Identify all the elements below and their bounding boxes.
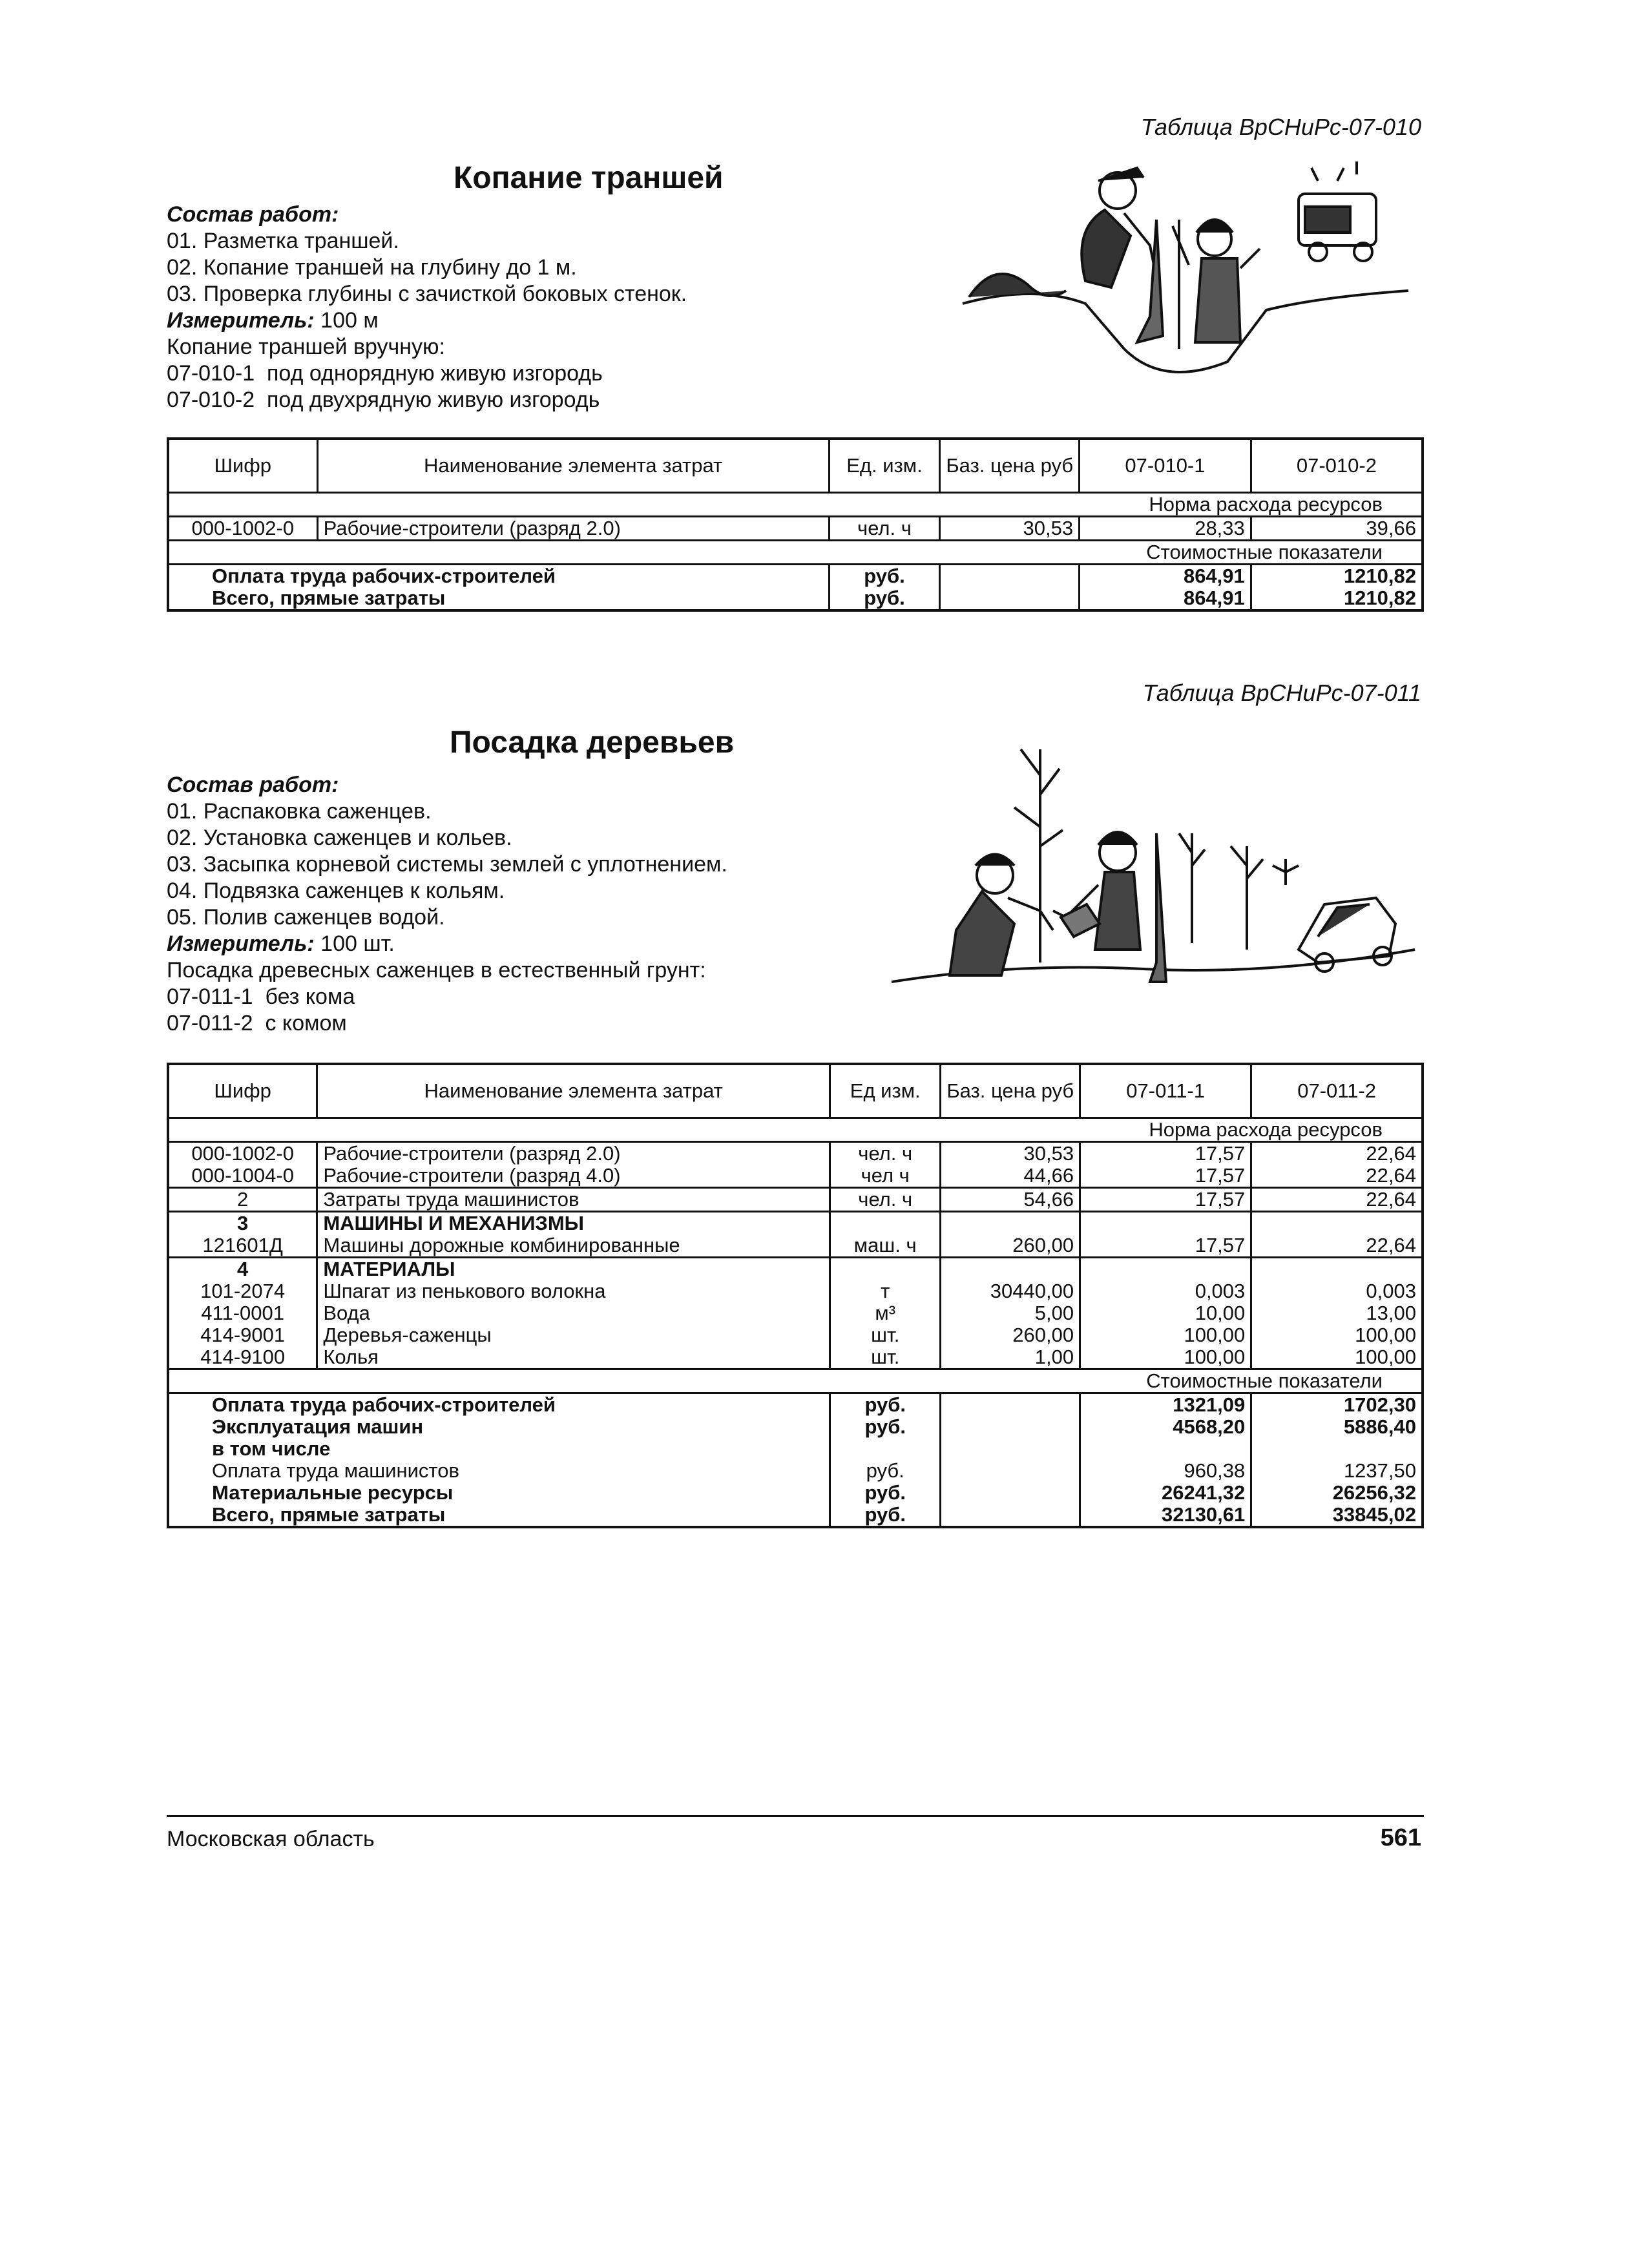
- row-unit: т: [830, 1280, 941, 1302]
- total-value-2: 1702,30: [1343, 1393, 1416, 1416]
- resource-table-2: [167, 1063, 1424, 1528]
- norm-subheader: Норма расхода ресурсов: [168, 493, 1423, 517]
- row-value-1: 100,00: [1080, 1346, 1251, 1369]
- row-value-2: 100,00: [1355, 1324, 1416, 1346]
- row-code: 414-9001: [168, 1324, 317, 1346]
- row-value-1: 100,00: [1080, 1324, 1251, 1346]
- step-item: 05. Полив саженцев водой.: [167, 905, 445, 930]
- measure-label: Измеритель:: [167, 931, 315, 956]
- row-name: Рабочие-строители (разряд 2.0): [317, 1142, 830, 1165]
- step-item: 02. Установка саженцев и кольев.: [167, 826, 512, 850]
- table-row: [168, 1165, 1423, 1188]
- step-item: 02. Копание траншей на глубину до 1 м.: [167, 255, 577, 280]
- row-name: Деревья-саженцы: [317, 1324, 830, 1346]
- variant-code: 07-011-2: [167, 1011, 253, 1035]
- total-value-1: 864,91: [1080, 565, 1251, 588]
- variant-code: 07-010-1: [167, 361, 255, 386]
- row-value-2: 22,64: [1251, 1188, 1423, 1212]
- total-row: [168, 1438, 1423, 1460]
- total-value-2: 5886,40: [1343, 1415, 1416, 1438]
- row-value-1: 17,57: [1080, 1165, 1251, 1188]
- total-value-2: 26256,32: [1332, 1481, 1416, 1504]
- header-price: Баз. цена руб: [941, 1064, 1080, 1118]
- row-value-2: 39,66: [1366, 517, 1416, 539]
- total-row: [168, 1482, 1423, 1504]
- total-value-2: 33845,02: [1332, 1503, 1416, 1526]
- table-row: [168, 1346, 1423, 1369]
- total-name: Оплата труда рабочих-строителей: [168, 1393, 830, 1417]
- row-name: Рабочие-строители (разряд 2.0): [317, 517, 829, 541]
- total-row: [168, 565, 1423, 588]
- variant-text: с комом: [265, 1011, 347, 1035]
- row-value-2: 22,64: [1251, 1165, 1423, 1188]
- row-value-1: 10,00: [1080, 1302, 1251, 1324]
- table-id-1: Таблица ВрСНиРс-07-010: [1140, 114, 1421, 140]
- total-value-2: 1210,82: [1343, 565, 1416, 587]
- row-value-1: 28,33: [1080, 517, 1251, 541]
- total-value-2: 1237,50: [1343, 1459, 1416, 1482]
- total-value-2: 1210,82: [1343, 587, 1416, 609]
- row-name: Вода: [317, 1302, 830, 1324]
- footer-region: Московская область: [167, 1827, 375, 1851]
- row-code: 411-0001: [168, 1302, 317, 1324]
- row-unit: м³: [830, 1302, 941, 1324]
- table-row: [168, 1188, 1423, 1212]
- step-item: 04. Подвязка саженцев к кольям.: [167, 879, 505, 903]
- row-price: 30,53: [940, 517, 1080, 541]
- cost-subheader: Стоимостные показатели: [168, 541, 1423, 565]
- row-unit: чел. ч: [830, 1188, 941, 1212]
- row-value-1: 0,003: [1080, 1280, 1251, 1302]
- header-price: Баз. цена руб: [940, 439, 1080, 493]
- composition-label: Состав работ:: [167, 202, 339, 227]
- total-name: Оплата труда машинистов: [168, 1460, 830, 1482]
- row-name: Рабочие-строители (разряд 4.0): [317, 1165, 830, 1188]
- row-value-2: 13,00: [1366, 1302, 1416, 1324]
- variant-code: 07-010-2: [167, 388, 255, 412]
- total-name: Всего, прямые затраты: [168, 587, 829, 610]
- total-row: [168, 1393, 1423, 1417]
- row-value-1: 17,57: [1080, 1142, 1251, 1165]
- header-code: Шифр: [168, 1064, 317, 1118]
- total-unit: руб.: [830, 1460, 941, 1482]
- group-code: 3: [168, 1212, 317, 1235]
- total-unit: руб.: [830, 1504, 941, 1527]
- intro-text: Копание траншей вручную:: [167, 335, 445, 359]
- trench-digging-illustration: [956, 155, 1421, 401]
- row-unit: чел ч: [830, 1165, 941, 1188]
- total-value-1: 1321,09: [1080, 1393, 1251, 1417]
- header-name: Наименование элемента затрат: [317, 1064, 830, 1118]
- row-value-2: 0,003: [1366, 1280, 1416, 1302]
- section-title-2: Посадка деревьев: [450, 725, 735, 760]
- row-price: 44,66: [941, 1165, 1080, 1188]
- row-code: 000-1004-0: [168, 1165, 317, 1188]
- row-unit: чел. ч: [830, 1142, 941, 1165]
- total-name: Эксплуатация машин: [168, 1416, 830, 1438]
- total-name: Всего, прямые затраты: [168, 1504, 830, 1527]
- row-price: 54,66: [941, 1188, 1080, 1212]
- total-unit: руб.: [830, 1416, 941, 1438]
- group-row: [168, 1258, 1423, 1281]
- row-price: 1,00: [941, 1346, 1080, 1369]
- header-variant-1: 07-011-1: [1080, 1064, 1251, 1118]
- measure-value: 100 м: [314, 308, 379, 333]
- total-unit: руб.: [830, 1482, 941, 1504]
- header-variant-1: 07-010-1: [1080, 439, 1251, 493]
- row-unit: шт.: [830, 1324, 941, 1346]
- row-name: Колья: [317, 1346, 830, 1369]
- total-row: [168, 1504, 1423, 1527]
- row-value-2: 100,00: [1355, 1346, 1416, 1368]
- header-unit: Ед изм.: [830, 1064, 941, 1118]
- row-price: 30440,00: [941, 1280, 1080, 1302]
- total-name: в том числе: [168, 1438, 830, 1460]
- cost-subheader: Стоимостные показатели: [168, 1369, 1423, 1393]
- table-row: [168, 1280, 1423, 1302]
- tree-planting-illustration: [885, 736, 1421, 1014]
- total-row: [168, 587, 1423, 610]
- footer-divider: [167, 1815, 1424, 1817]
- header-unit: Ед. изм.: [829, 439, 940, 493]
- step-item: 01. Разметка траншей.: [167, 229, 399, 253]
- total-value-1: 26241,32: [1080, 1482, 1251, 1504]
- row-value-1: 17,57: [1080, 1234, 1251, 1258]
- total-name: Материальные ресурсы: [168, 1482, 830, 1504]
- table-row: [168, 517, 1423, 541]
- variant-text: без кома: [265, 984, 355, 1009]
- step-item: 01. Распаковка саженцев.: [167, 799, 432, 824]
- row-code: 101-2074: [168, 1280, 317, 1302]
- row-code: 000-1002-0: [168, 1142, 317, 1165]
- row-unit: шт.: [830, 1346, 941, 1369]
- total-unit: руб.: [829, 587, 940, 610]
- row-price: 5,00: [941, 1302, 1080, 1324]
- row-value-1: 17,57: [1080, 1188, 1251, 1212]
- row-name: Машины дорожные комбинированные: [317, 1234, 830, 1258]
- norm-subheader: Норма расхода ресурсов: [168, 1118, 1423, 1142]
- total-unit: руб.: [830, 1393, 941, 1417]
- total-unit: руб.: [829, 565, 940, 588]
- step-item: 03. Проверка глубины с зачисткой боковых стенок.: [167, 282, 687, 306]
- row-name: Затраты труда машинистов: [317, 1188, 830, 1212]
- step-item: 03. Засыпка корневой системы землей с уплотнением.: [167, 852, 727, 877]
- resource-table-1: [167, 437, 1424, 612]
- variant-text: под двухрядную живую изгородь: [267, 388, 600, 412]
- header-code: Шифр: [168, 439, 317, 493]
- header-variant-2: 07-010-2: [1251, 439, 1423, 493]
- row-value-2: 22,64: [1366, 1142, 1416, 1165]
- header-variant-2: 07-011-2: [1251, 1064, 1423, 1118]
- row-price: 30,53: [941, 1142, 1080, 1165]
- table-row: [168, 1234, 1423, 1258]
- section-1-description: [167, 202, 687, 413]
- group-code: 4: [168, 1258, 317, 1281]
- total-value-1: 960,38: [1080, 1460, 1251, 1482]
- group-row: [168, 1212, 1423, 1235]
- variant-code: 07-011-1: [167, 984, 253, 1009]
- row-name: Шпагат из пенькового волокна: [317, 1280, 830, 1302]
- total-row: [168, 1460, 1423, 1482]
- measure-label: Измеритель:: [167, 308, 315, 333]
- total-name: Оплата труда рабочих-строителей: [168, 565, 829, 588]
- total-value-1: 32130,61: [1080, 1504, 1251, 1527]
- page-number: 561: [1380, 1824, 1421, 1851]
- intro-text: Посадка древесных саженцев в естественный грунт:: [167, 958, 706, 983]
- total-value-1: 4568,20: [1080, 1416, 1251, 1438]
- table-id-2: Таблица ВрСНиРс-07-011: [1142, 680, 1421, 706]
- group-name: МАТЕРИАЛЫ: [317, 1258, 830, 1281]
- row-value-2: 22,64: [1251, 1234, 1423, 1258]
- row-price: 260,00: [941, 1234, 1080, 1258]
- row-price: 260,00: [941, 1324, 1080, 1346]
- row-code: 000-1002-0: [168, 517, 317, 541]
- group-name: МАШИНЫ И МЕХАНИЗМЫ: [317, 1212, 830, 1235]
- header-name: Наименование элемента затрат: [317, 439, 829, 493]
- table-row: [168, 1302, 1423, 1324]
- row-unit: маш. ч: [830, 1234, 941, 1258]
- row-code: 2: [168, 1188, 317, 1212]
- row-code: 414-9100: [168, 1346, 317, 1369]
- row-code: 121601Д: [168, 1234, 317, 1258]
- total-value-1: 864,91: [1080, 587, 1251, 610]
- variant-text: под однорядную живую изгородь: [267, 361, 603, 386]
- section-title-1: Копание траншей: [454, 161, 724, 195]
- table-row: [168, 1324, 1423, 1346]
- composition-label: Состав работ:: [167, 773, 339, 797]
- row-unit: чел. ч: [829, 517, 940, 541]
- measure-value: 100 шт.: [314, 931, 395, 956]
- table-row: [168, 1142, 1423, 1165]
- total-row: [168, 1416, 1423, 1438]
- section-2-description: [167, 772, 727, 1037]
